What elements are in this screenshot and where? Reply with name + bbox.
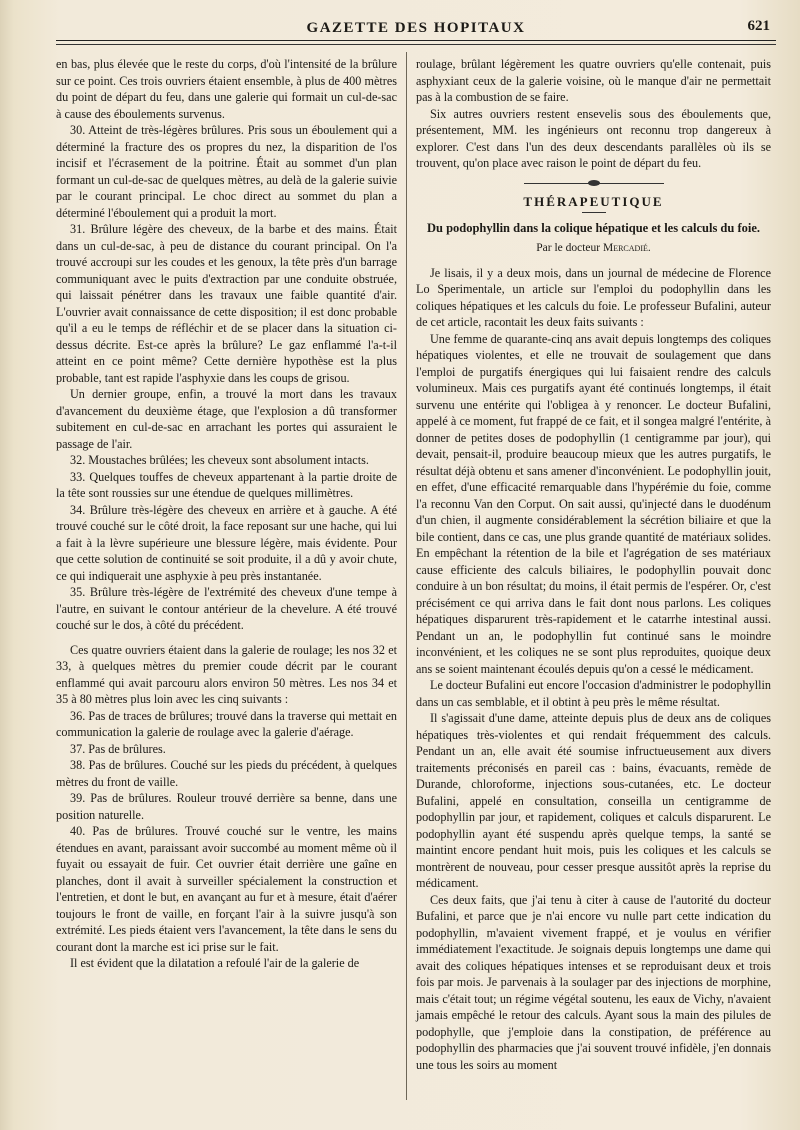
page-number: 621 bbox=[747, 18, 770, 34]
left-column bbox=[56, 56, 397, 972]
paragraph: Un dernier groupe, enfin, a trouvé la mort dans les travaux d'avancement du deuxième étage, que l'explosion a dû transformer subitement en cul-de-sac en arrachant les portes qui assuraient le passage de l'air. bbox=[56, 387, 397, 451]
byline-prefix: Par le docteur bbox=[536, 242, 603, 254]
paragraph: roulage, brûlant légèrement les quatre ouvriers qu'elle contenait, puis asphyxiant ceux de la galerie voisine, où le manque d'air ne permettait pas à la combustion de se faire. bbox=[416, 57, 771, 104]
column-divider bbox=[406, 52, 407, 1100]
author-name: Mercadié. bbox=[602, 242, 651, 254]
paragraph: 31. Brûlure légère des cheveux, de la barbe et des mains. Était dans un cul-de-sac, à peu de distance du courant principal. On l'a trouvé accroupi sur les coudes et les genoux, la tête près d'un barrage communiquant avec le puits d'extraction par une conduite obstruée, qui laissait pénétrer dans les travaux une faible quantité d'air. L'ouvrier avait connaissance de cette disposition; il est donc probable qu'il a eu le temps de réfléchir et de se placer dans la situation ci-dessus décrite. Est-ce après la brûlure? Le gaz enflammé l'a-t-il atteint en ce point même? Cette dernière hypothèse est la plus probable, tant est rapide l'asphyxie dans les coups de grisou. bbox=[56, 222, 397, 385]
paragraph: 35. Brûlure très-légère de l'extrémité des cheveux d'une tempe à l'autre, en suivant le contour antérieur de la chevelure. A été trouvé couché sur le dos, à côté du précédent. bbox=[56, 585, 397, 632]
paragraph: en bas, plus élevée que le reste du corps, d'où l'intensité de la brûlure sur ce point. Ces trois ouvriers étaient ensemble, à plus de 400 mètres du point de départ du feu, dans une galerie qui formait un cul-de-sac à cause des éboulements survenus. bbox=[56, 57, 397, 121]
paragraph: 33. Quelques touffes de cheveux appartenant à la partie droite de la tête sont roussies sur une étendue de quelques millimètres. bbox=[56, 469, 397, 500]
paragraph: 38. Pas de brûlures. Couché sur les pieds du précédent, à quelques mètres du front de vaille. bbox=[56, 758, 397, 789]
paragraph: Je lisais, il y a deux mois, dans un journal de médecine de Florence Lo Sperimentale, un article sur l'emploi du podophyllin dans les coliques hépatiques et les calculs du foie. Le professeur Bufalini, auteur de cet article, racontait les deux faits suivants : bbox=[416, 265, 771, 329]
paragraph: Une femme de quarante-cinq ans avait depuis longtemps des coliques hépatiques violentes, et elle ne trouvait de soulagement que dans l'emploi de purgatifs énergiques qui lui faisaient rendre des calculs volumineux. Mais ces purgatifs ayant été continués longtemps, il était survenu une entérite qui l'obligea à y renoncer. Le docteur Bufalini, appelé à ce moment, fut frappé de ce fait, et il songea malgré l'entérite, à donner de petites doses de podophyllin (1 centigramme par jour), qui devait, pensait-il, produire beaucoup mieux que les autres purgatifs, le résultat déjà obtenu et sans amener d'inconvénient. Le podophyllin jouit, en effet, d'une efficacité remarquable dans l'hypérémie du foie, comme l'a reconnu Van den Corput. On sait aussi, qu'injecté dans le duodénum d'un chien, il augmente considérablement la sécrétion biliaire et que la bile contient, dans ce cas, une plus grande quantité de matériaux solides. En empêchant la rétention de la bile et l'agrégation de ses matériaux cause efficiente des calculs biliaires, le podophyllin pouvait donc conduire à un bon résultat; du moins, il était permis de l'espérer. Or, c'est précisément ce qui arriva dans le fait dont nous parlons. Les coliques hépatiques disparurent très-rapidement et le catarrhe intestinal aussi. Pendant un an, le podophyllin fut continué sans le moindre inconvénient, et les coliques ne se sont plus reproduites, quoique deux ans se soient maintenant écoulés depuis qu'on a cessé le médicament. bbox=[416, 331, 771, 676]
section-separator bbox=[524, 180, 664, 186]
article-title: Du podophyllin dans la colique hépatique et les calculs du foie. bbox=[426, 221, 761, 235]
header-rule bbox=[56, 40, 776, 41]
paragraph: 37. Pas de brûlures. bbox=[70, 741, 166, 756]
paragraph: 36. Pas de traces de brûlures; trouvé dans la traverse qui mettait en communication la galerie de roulage avec la galerie d'aérage. bbox=[56, 708, 397, 739]
section-title: THÉRAPEUTIQUE bbox=[523, 193, 664, 209]
paragraph: 32. Moustaches brûlées; les cheveux sont absolument intacts. bbox=[70, 453, 369, 467]
paragraph: Ces deux faits, que j'ai tenu à citer à cause de l'autorité du docteur Bufalini, et parce que je n'ai encore vu nulle part cette indication du podophyllin, m'avaient vivement frappé, et je voulus en vérifier immédiatement l'exactitude. Je soignais depuis longtemps une dame qui avait des coliques hépatiques intenses et se reproduisant deux et trois fois par mois. Je parvenais à la soulager par des injections de morphine, mais c'était tout; un régime végétal soutenu, les eaux de Vichy, n'avaient jamais empêché le retour des calculs. Ayant sous la main des pilules de podophylle, que j'emploie dans la constipation, de préférence au podophyllin des pharmacies que j'ai souvent trouvé infidèle, j'en donnais une tous les soirs au moment bbox=[416, 892, 771, 1072]
paragraph: Ces quatre ouvriers étaient dans la galerie de roulage; les nos 32 et 33, à quelques mètres du premier coude décrit par le courant enflammé qui avait parcouru alors environ 50 mètres. Les nos 34 et 35 à 80 mètres plus loin avec les cinq suivants : bbox=[56, 642, 397, 706]
title-rule bbox=[582, 212, 606, 213]
right-column bbox=[416, 56, 771, 1073]
paragraph: 40. Pas de brûlures. Trouvé couché sur le ventre, les mains étendues en avant, paraissant avoir succombé au moment même où il fuyait ou essayait de fuir. Cet ouvrier était derrière une gaîne en planches, dont il avait à surveiller spécialement la construction et l'entretien, et dont le but, en avançant au fur et à mesure, était d'aérer toujours le front de vaille, en forçant l'air à la suivre jusqu'à son extrémité. Les pieds étaient vers l'avancement, la tête dans le sens du courant dont la marche est ici prise sur le fait. bbox=[56, 824, 397, 954]
publication-title: GAZETTE DES HOPITAUX bbox=[306, 20, 526, 36]
paragraph: 34. Brûlure très-légère des cheveux en arrière et à gauche. A été trouvé couché sur le côté droit, la face reposant sur une hache, qui lui a fait à la lèvre supérieure une blessure légère, mais évidente. Pour que cette solution de continuité se soit produite, il a dû y avoir chute, ce qui indiquerait une asphyxie à peu près instantanée. bbox=[56, 502, 397, 583]
header-rule-thin bbox=[56, 44, 776, 45]
paragraph: 39. Pas de brûlures. Rouleur trouvé derrière sa benne, dans une position naturelle. bbox=[56, 791, 397, 822]
paragraph: Il s'agissait d'une dame, atteinte depuis plus de deux ans de coliques hépatiques très-violentes et qui rendait fréquemment des calculs. Pendant un an, elle avait été soumise infructueusement aux divers traitements préconisés en pareil cas : bains, évacuants, remède de Durande, chloroforme, injections sous-cutanées, etc. Le docteur Bufalini, appelé en consultation, conseilla un centigramme de podophyllin par jour, et rapidement, coliques et calculs disparurent. Le podophyllin ayant été suspendu après quelque temps, la santé se maintint encore pendant huit mois, puis les coliques et les calculs se montrèrent de nouveau, pour cesser presque aussitôt après la reprise du médicament. bbox=[416, 711, 771, 890]
paragraph: Il est évident que la dilatation a refoulé l'air de la galerie de bbox=[70, 956, 360, 970]
paragraph: Six autres ouvriers restent ensevelis sous des éboulements que, présentement, MM. les ingénieurs ont reconnu trop dangereux à explorer. C'est dans l'un des deux descendants parallèles où ils se trouvent, qu'on place avec raison le point de départ du feu. bbox=[416, 106, 771, 170]
paragraph: Le docteur Bufalini eut encore l'occasion d'administrer le podophyllin dans un cas semblable, et il obtint à peu près le même résultat. bbox=[416, 678, 771, 709]
page-header bbox=[56, 14, 776, 36]
article-byline bbox=[416, 240, 771, 257]
paragraph: 30. Atteint de très-légères brûlures. Pris sous un éboulement qui a déterminé la fracture des os propres du nez, la disparition de l'os incisif et l'écrasement de la poitrine. Était au sommet d'un plan formant un cul-de-sac de quelques mètres, au delà de la galerie suivie par le courant principal. Le choc direct au sommet du plan a déterminé l'éboulement qui a produit la mort. bbox=[56, 123, 397, 220]
